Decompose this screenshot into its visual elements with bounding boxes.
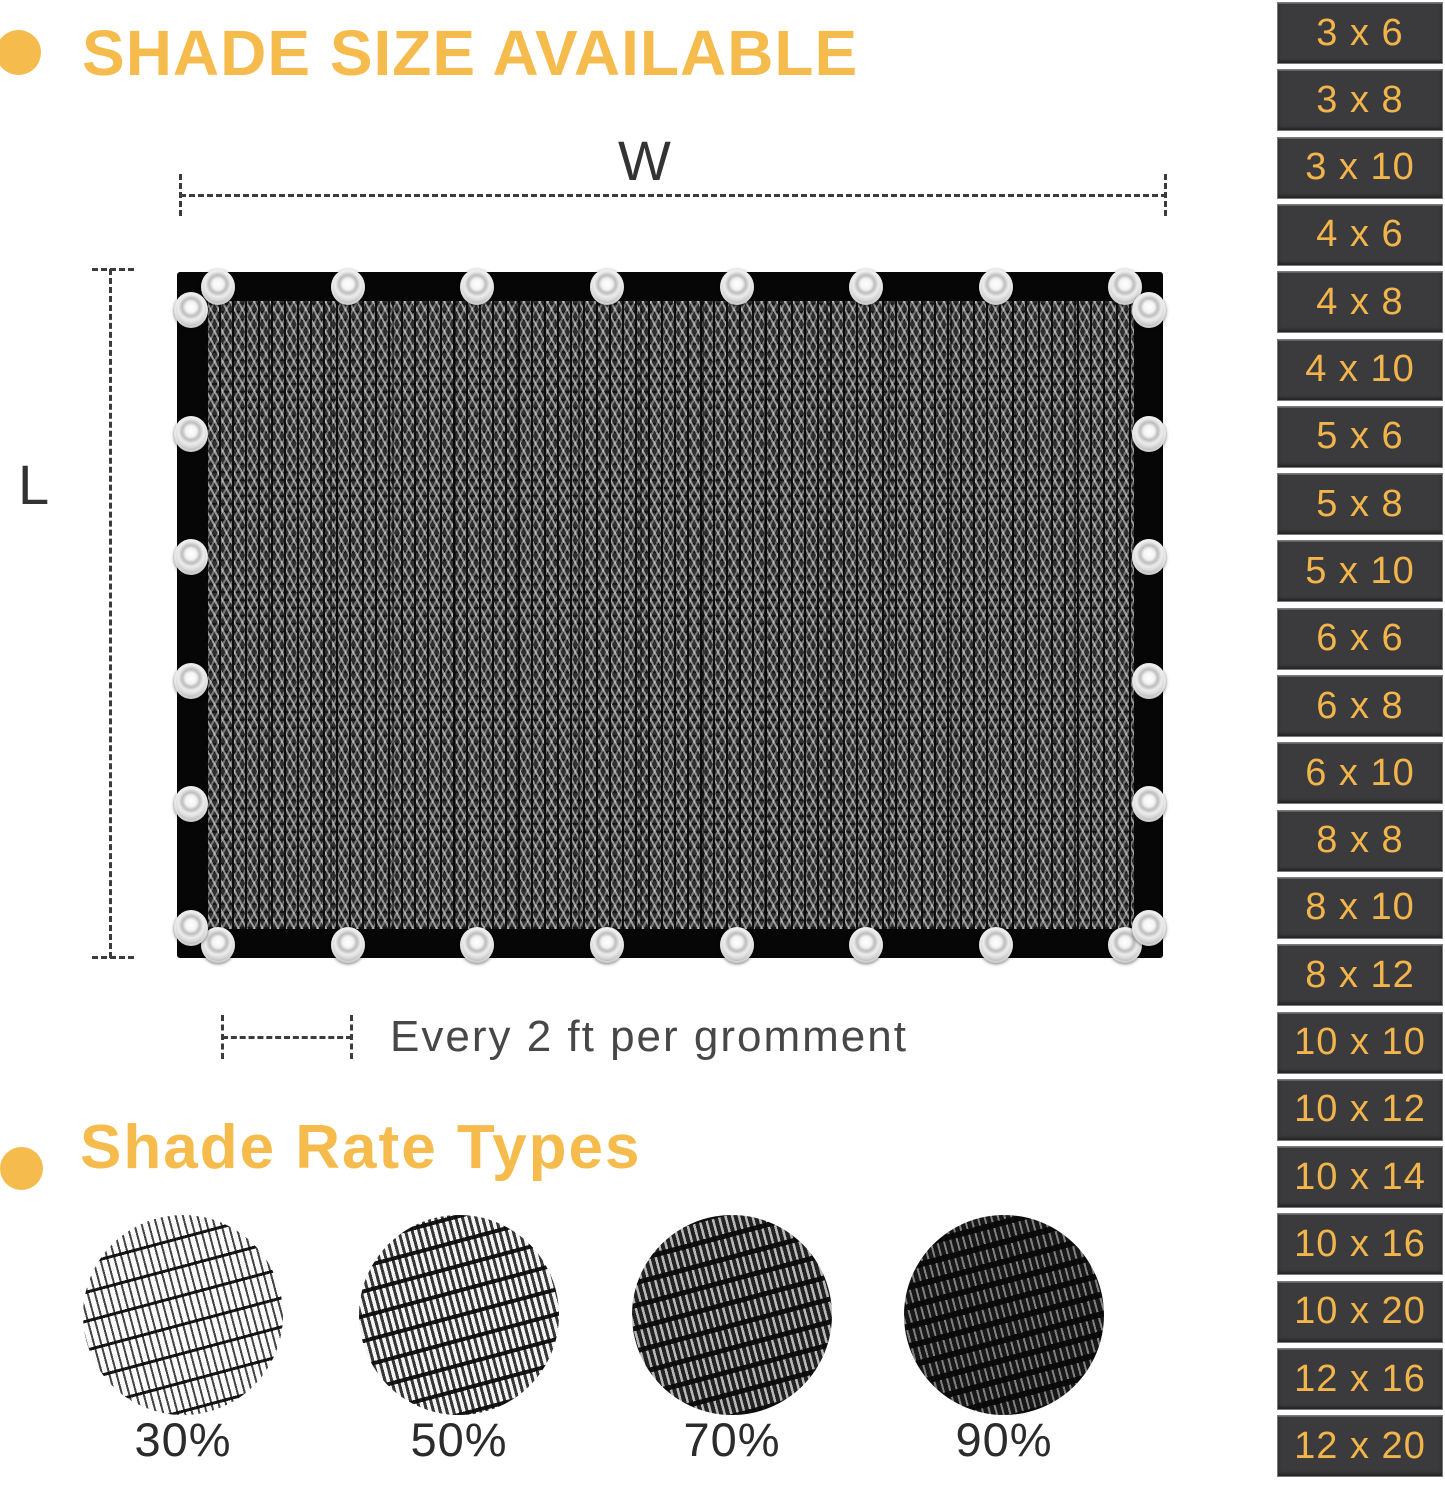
size-option-5x6: 5 x 6	[1277, 406, 1443, 468]
shade-net-illustration	[177, 272, 1163, 958]
size-option-10x16: 10 x 16	[1277, 1213, 1443, 1275]
width-dimension-tick-left	[179, 174, 182, 216]
grommet-spacing-tick-right	[350, 1015, 353, 1059]
grommet-icon	[1132, 663, 1166, 699]
grommet-icon	[720, 927, 754, 963]
size-option-10x10: 10 x 10	[1277, 1012, 1443, 1074]
shade-rate-swatch-90	[904, 1215, 1104, 1415]
size-option-12x20: 12 x 20	[1277, 1415, 1443, 1477]
grommet-icon	[590, 269, 624, 305]
shade-rate-label-70: 70%	[683, 1413, 781, 1466]
grommet-icon	[979, 269, 1013, 305]
grommet-icon	[1132, 786, 1166, 822]
grommet-icon	[174, 416, 208, 452]
size-option-6x6: 6 x 6	[1277, 608, 1443, 670]
grommet-spacing-note: Every 2 ft per gromment	[390, 1012, 908, 1061]
section-title-sizes: SHADE SIZE AVAILABLE	[82, 17, 859, 89]
shade-rate-label-30: 30%	[134, 1413, 232, 1466]
grommet-icon	[460, 927, 494, 963]
grommet-icon	[1132, 910, 1166, 946]
size-option-3x8: 3 x 8	[1277, 69, 1443, 131]
grommet-icon	[849, 927, 883, 963]
shade-rate-label-90: 90%	[955, 1413, 1053, 1466]
grommet-icon	[1132, 416, 1166, 452]
shade-rate-swatch-50	[359, 1215, 559, 1415]
grommet-icon	[174, 910, 208, 946]
grommet-icon	[174, 539, 208, 575]
width-dimension-label: W	[618, 129, 671, 192]
bullet-dot-icon	[0, 30, 41, 75]
length-dimension-label: L	[18, 453, 50, 516]
length-dimension-tick-top	[92, 268, 134, 271]
grommet-icon	[979, 927, 1013, 963]
size-option-8x12: 8 x 12	[1277, 944, 1443, 1006]
size-option-10x12: 10 x 12	[1277, 1079, 1443, 1141]
size-option-4x8: 4 x 8	[1277, 271, 1443, 333]
shade-rate-swatch-70	[632, 1215, 832, 1415]
grommet-icon	[460, 269, 494, 305]
size-option-4x6: 4 x 6	[1277, 204, 1443, 266]
grommet-icon	[720, 269, 754, 305]
size-option-3x6: 3 x 6	[1277, 2, 1443, 64]
grommet-spacing-tick-left	[221, 1015, 224, 1059]
bullet-dot-icon	[0, 1147, 43, 1190]
size-option-5x8: 5 x 8	[1277, 473, 1443, 535]
shade-rate-label-50: 50%	[410, 1413, 508, 1466]
size-option-8x8: 8 x 8	[1277, 810, 1443, 872]
grommet-icon	[1132, 539, 1166, 575]
length-dimension-tick-bottom	[92, 956, 134, 959]
size-option-10x20: 10 x 20	[1277, 1281, 1443, 1343]
shade-net-mesh-texture	[206, 301, 1134, 929]
length-dimension-line	[109, 269, 112, 958]
grommet-icon	[331, 269, 365, 305]
grommet-spacing-line	[222, 1036, 352, 1039]
size-option-6x8: 6 x 8	[1277, 675, 1443, 737]
size-option-10x14: 10 x 14	[1277, 1146, 1443, 1208]
shade-rate-swatch-30	[83, 1215, 283, 1415]
size-option-4x10: 4 x 10	[1277, 339, 1443, 401]
grommet-icon	[201, 269, 235, 305]
grommet-icon	[174, 292, 208, 328]
grommet-icon	[331, 927, 365, 963]
grommet-icon	[174, 786, 208, 822]
size-option-6x10: 6 x 10	[1277, 742, 1443, 804]
width-dimension-tick-right	[1164, 174, 1167, 216]
grommet-icon	[590, 927, 624, 963]
grommet-icon	[849, 269, 883, 305]
size-option-8x10: 8 x 10	[1277, 877, 1443, 939]
size-option-12x16: 12 x 16	[1277, 1348, 1443, 1410]
grommet-icon	[1132, 292, 1166, 328]
section-title-rates: Shade Rate Types	[80, 1113, 642, 1182]
size-option-3x10: 3 x 10	[1277, 137, 1443, 199]
width-dimension-line	[180, 194, 1167, 197]
size-option-5x10: 5 x 10	[1277, 540, 1443, 602]
grommet-icon	[174, 663, 208, 699]
